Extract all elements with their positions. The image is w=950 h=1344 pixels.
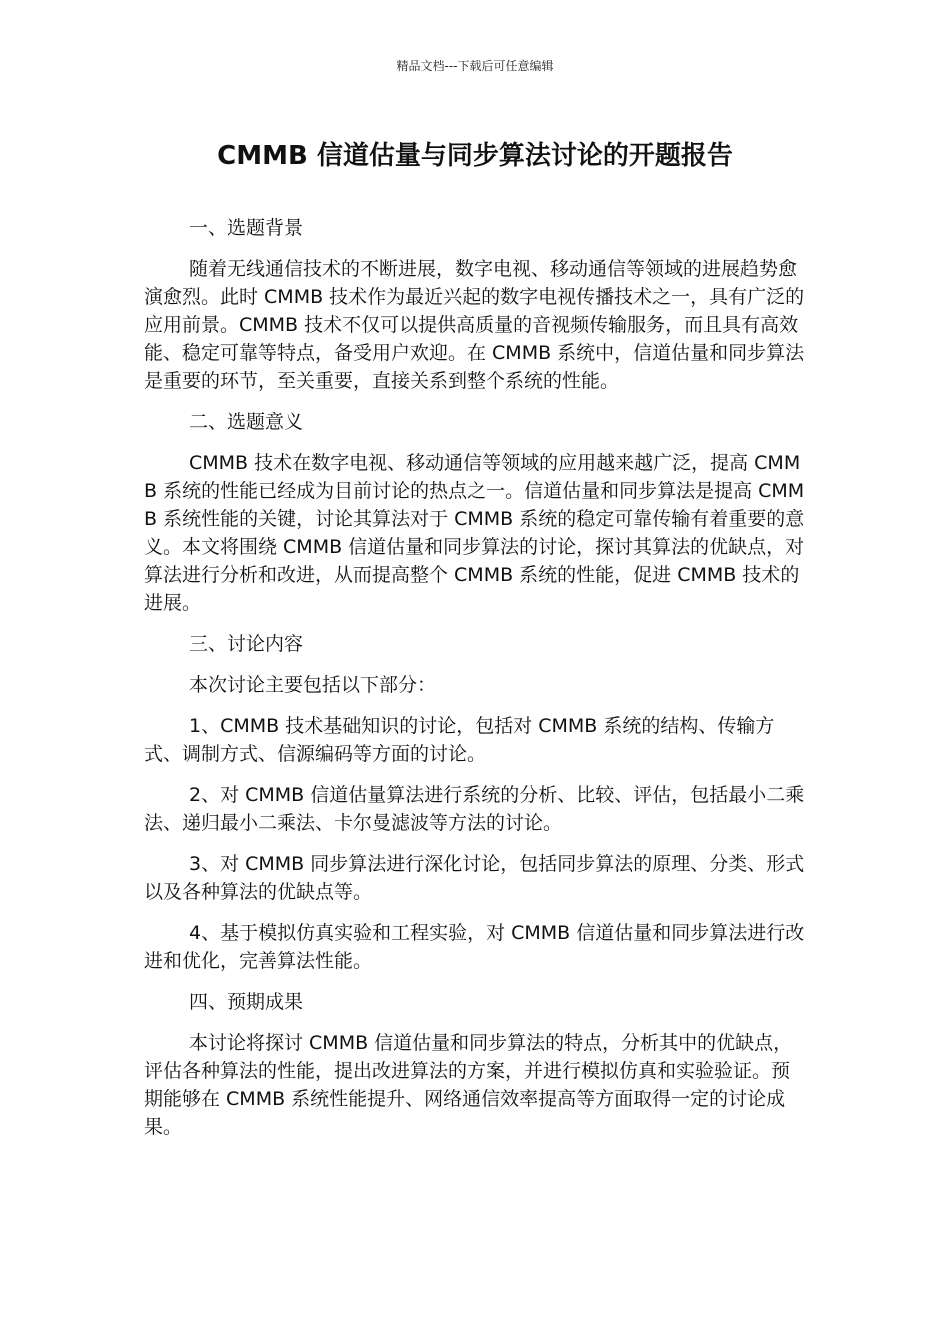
paragraph-content-intro: 本次讨论主要包括以下部分： [189,674,437,696]
section-heading-background: 一、选题背景 [189,217,304,239]
section-heading-expected-results: 四、预期成果 [189,991,304,1013]
section-heading-significance: 二、选题意义 [189,411,304,433]
list-item-content-1: 1、CMMB 技术基础知识的讨论，包括对 CMMB 系统的结构、传输方式、调制方式、信源编码等方面的讨论。 [144,715,775,765]
paragraph-significance: CMMB 技术在数字电视、移动通信等领域的应用越来越广泛，提高 CMMB 系统的性能已经成为目前讨论的热点之一。信道估量和同步算法是提高 CMMB 系统性能的关键，讨论其算法对于 CMMB 系统的稳定可靠传输有着重要的意义。本文将围绕 CMMB 信道估量和同步算法的讨论，探讨其算法的优缺点，对算法进行分析和改进，从而提高整个 CMMB 系统的性能，促进 CMMB 技术的进展。 [144,452,805,614]
list-item-content-3: 3、对 CMMB 同步算法进行深化讨论，包括同步算法的原理、分类、形式以及各种算法的优缺点等。 [144,853,805,903]
document-title: CMMB 信道估量与同步算法讨论的开题报告 [217,141,733,171]
list-item-content-4: 4、基于模拟仿真实验和工程实验，对 CMMB 信道估量和同步算法进行改进和优化，完善算法性能。 [144,922,805,972]
paragraph-background: 随着无线通信技术的不断进展，数字电视、移动通信等领域的进展趋势愈演愈烈。此时 CMMB 技术作为最近兴起的数字电视传播技术之一，具有广泛的应用前景。CMMB 技术不仅可以提供高质量的音视频传输服务，而且具有高效能、稳定可靠等特点，备受用户欢迎。在 CMMB 系统中，信道估量和同步算法是重要的环节，至关重要，直接关系到整个系统的性能。 [144,258,805,392]
paragraph-expected-results: 本讨论将探讨 CMMB 信道估量和同步算法的特点，分析其中的优缺点，评估各种算法的性能，提出改进算法的方案，并进行模拟仿真和实验验证。预期能够在 CMMB 系统性能提升、网络通信效率提高等方面取得一定的讨论成果。 [144,1032,793,1138]
list-item-content-2: 2、对 CMMB 信道估量算法进行系统的分析、比较、评估，包括最小二乘法、递归最小二乘法、卡尔曼滤波等方法的讨论。 [144,784,805,834]
document-body [144,214,808,1154]
section-heading-content: 三、讨论内容 [189,633,304,655]
header-note: 精品文档---下载后可任意编辑 [396,59,554,73]
